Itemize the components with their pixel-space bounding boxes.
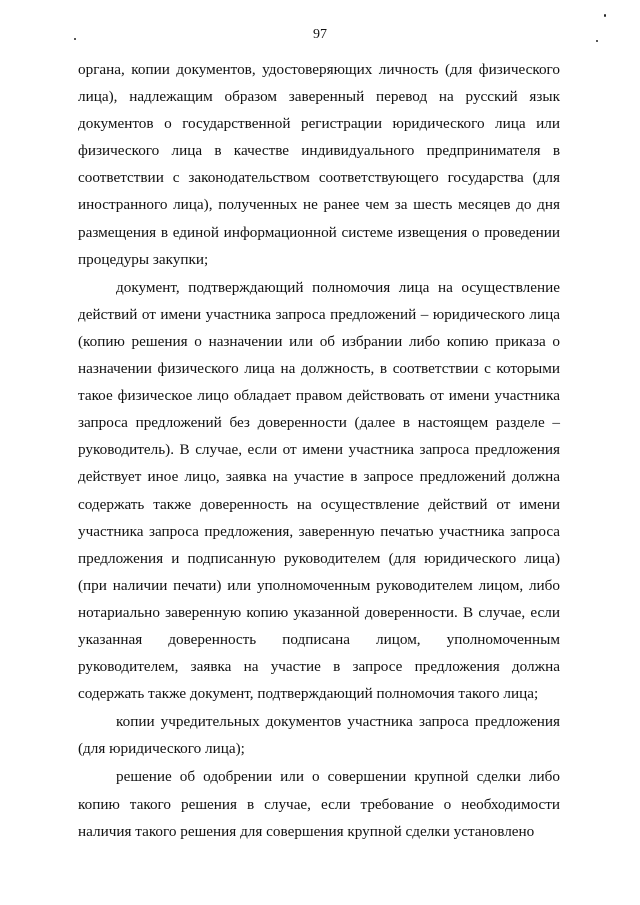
page-number: 97 [313,27,327,42]
scan-speck [596,40,598,42]
scan-speck [74,38,76,40]
paragraph: копии учредительных документов участника запроса предложения (для юридического лица); [78,713,560,758]
scan-speck [604,14,606,17]
paragraph: решение об одобрении или о совершении крупной сделки либо копию такого решения в случае, если требование о необходимости наличия такого решения для совершения крупной сделки установлено [78,768,560,840]
paragraph: документ, подтверждающий полномочия лица на осуществление действий от имени участника запроса предложений – юридического лица (копию решения о назначении или об избрании либо копию приказа о назначении физического лица на должность, в соответствии с которыми такое физическое лицо обладает правом действовать от имени участника запроса предложений без доверенности (далее в настоящем разделе – руководитель). В случае, если от имени участника запроса предложения действует иное лицо, заявка на участие в запросе предложений должна содержать также доверенность на осуществление действий от имени участника запроса предложения, заверенную печатью участника запроса предложения и подписанную руководителем (для юридического лица) (при наличии печати) или уполномоченным руководителем лицом, либо нотариально заверенную копию указанной доверенности. В случае, если указанная доверенность подписана лицом, уполномоченным руководителем, заявка на участие в запросе предложения должна содержать также документ, подтверждающий полномочия такого лица; [78,278,560,703]
paragraph: органа, копии документов, удостоверяющих личность (для физического лица), надлежащим образом заверенный перевод на русский язык документов о государственной регистрации юридического лица или физического лица в качестве индивидуального предпринимателя в соответствии с законодательством соответствующего государства (для иностранного лица), полученных не ранее чем за шесть месяцев до дня размещения в единой информационной системе извещения о проведении процедуры закупки; [78,61,560,268]
body-text [78,56,560,845]
